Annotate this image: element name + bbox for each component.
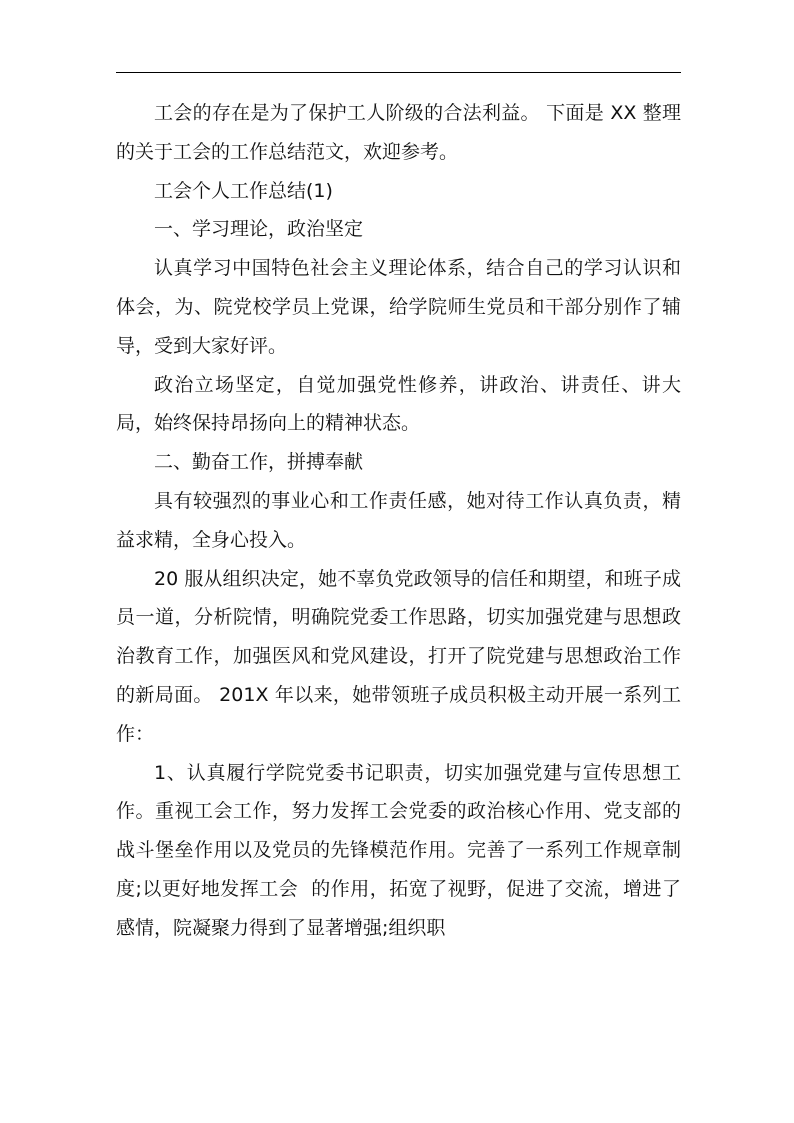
header-rule [116,72,681,73]
intro-paragraph: 工会的存在是为了保护工人阶级的合法利益。 下面是 XX 整理的关于工会的工作总结范文，欢迎参考。 [116,102,681,163]
summary-title: 工会个人工作总结(1) [154,179,333,202]
body-paragraph: 1、认真履行学院党委书记职责，切实加强党建与宣传思想工作。重视工会工作，努力发挥工会党委的政治核心作用、党支部的战斗堡垒作用以及党员的先锋模范作用。完善了一系列工作规章制度;以更好地发挥工会 的作用，拓宽了视野，促进了交流，增进了感情，院凝聚力得到了显著增强;组织职 [116,761,681,939]
body-paragraph: 20 服从组织决定，她不辜负党政领导的信任和期望，和班子成员一道，分析院情，明确院党委工作思路，切实加强党建与思想政治教育工作，加强医风和党风建设，打开了院党建与思想政治工作的新局面。 201X 年以来，她带领班子成员积极主动开展一系列工作： [116,567,681,745]
document-body [116,94,681,948]
body-paragraph: 认真学习中国特色社会主义理论体系，结合自己的学习认识和体会，为、院党校学员上党课，给学院师生党员和干部分别作了辅导，受到大家好评。 [116,257,681,357]
body-paragraph: 具有较强烈的事业心和工作责任感，她对待工作认真负责，精益求精，全身心投入。 [116,489,681,551]
section-heading-1: 一、学习理论，政治坚定 [154,218,364,241]
body-paragraph: 政治立场坚定，自觉加强党性修养，讲政治、讲责任、讲大局，始终保持昂扬向上的精神状态。 [116,373,681,435]
section-heading-2: 二、勤奋工作，拼搏奉献 [154,451,364,474]
